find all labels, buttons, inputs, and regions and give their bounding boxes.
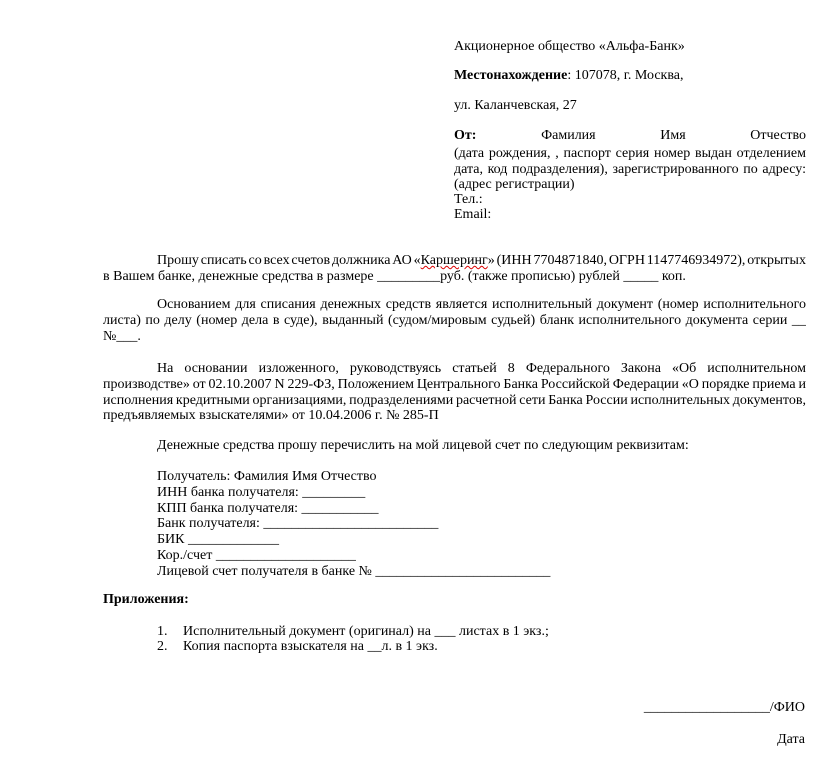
addressee-bank: Акционерное общество «Альфа-Банк»	[454, 39, 685, 54]
text: Прошу списать со всех счетов должника АО «	[157, 253, 421, 268]
sender-line: (дата рождения, , паспорт серия номер выдан отделением	[454, 146, 806, 161]
sender-patronymic: Отчество	[750, 128, 806, 143]
paragraph-basis-line: №___.	[103, 329, 141, 344]
sender-email: Email:	[454, 207, 492, 222]
attachment-item	[157, 639, 438, 654]
paragraph-request-line	[157, 253, 806, 268]
sender-surname: Фамилия	[541, 128, 596, 143]
paragraph-basis-line: Основанием для списания денежных средств является исполнительный документ (номер исполнительного	[157, 297, 806, 312]
requisite-bik: БИК _____________	[157, 532, 279, 547]
text: » (ИНН 7704871840, ОГРН 1147746934972), открытых	[487, 253, 806, 268]
item-text: Исполнительный документ (оригинал) на ___ листах в 1 экз.;	[183, 624, 549, 639]
paragraph-basis-line: листа) по делу (номер дела в суде), выданный (судом/мировым судьей) бланк исполнительного документа серии __	[103, 313, 806, 328]
sender-firstname: Имя	[660, 128, 686, 143]
item-number: 1.	[157, 624, 168, 639]
requisite-account: Лицевой счет получателя в банке № _________________________	[157, 564, 551, 579]
paragraph-request-line: в Вашем банке, денежные средства в размере _________руб. (также прописью) рублей _____ коп.	[103, 269, 686, 284]
sender-phone: Тел.:	[454, 192, 483, 207]
paragraph-law-line: предъявляемых взыскателями» от 10.04.2006 г. № 285-П	[103, 408, 439, 423]
requisite-kpp: КПП банка получателя: ___________	[157, 501, 379, 516]
addressee-street: ул. Каланчевская, 27	[454, 98, 577, 113]
signature-line: __________________/ФИО	[643, 700, 805, 715]
requisite-recipient: Получатель: Фамилия Имя Отчество	[157, 469, 377, 484]
item-number: 2.	[157, 639, 168, 654]
paragraph-law-line: производстве» от 02.10.2007 N 229-ФЗ, Положением Центрального Банка Российской Федерации «О порядке приема и	[103, 377, 806, 392]
item-text: Копия паспорта взыскателя на __л. в 1 экз.	[183, 639, 438, 654]
sender-line: дата, код подразделения), зарегистрированного по адресу:	[454, 162, 806, 177]
requisite-bank: Банк получателя: _________________________	[157, 516, 439, 531]
requisite-inn: ИНН банка получателя: _________	[157, 485, 366, 500]
attachments-title: Приложения:	[103, 592, 189, 607]
location-label: Местонахождение	[454, 68, 568, 83]
sender-line: (адрес регистрации)	[454, 177, 575, 192]
addressee-location	[454, 68, 683, 83]
paragraph-law-line: исполнения кредитными организациями, подразделениями расчетной сети Банка России исполнительных документов,	[103, 393, 806, 408]
paragraph-transfer: Денежные средства прошу перечислить на мой лицевой счет по следующим реквизитам:	[157, 438, 689, 453]
from-label: От:	[454, 128, 477, 143]
location-value: : 107078, г. Москва,	[567, 68, 684, 83]
signature-date: Дата	[777, 732, 805, 747]
attachment-item	[157, 624, 549, 639]
paragraph-law-line: На основании изложенного, руководствуясь статьей 8 Федерального Закона «Об исполнительном	[157, 361, 807, 376]
debtor-name: Каршеринг	[420, 253, 488, 268]
requisite-corr-account: Кор./счет ____________________	[157, 548, 356, 563]
sender-name-line	[454, 128, 806, 143]
